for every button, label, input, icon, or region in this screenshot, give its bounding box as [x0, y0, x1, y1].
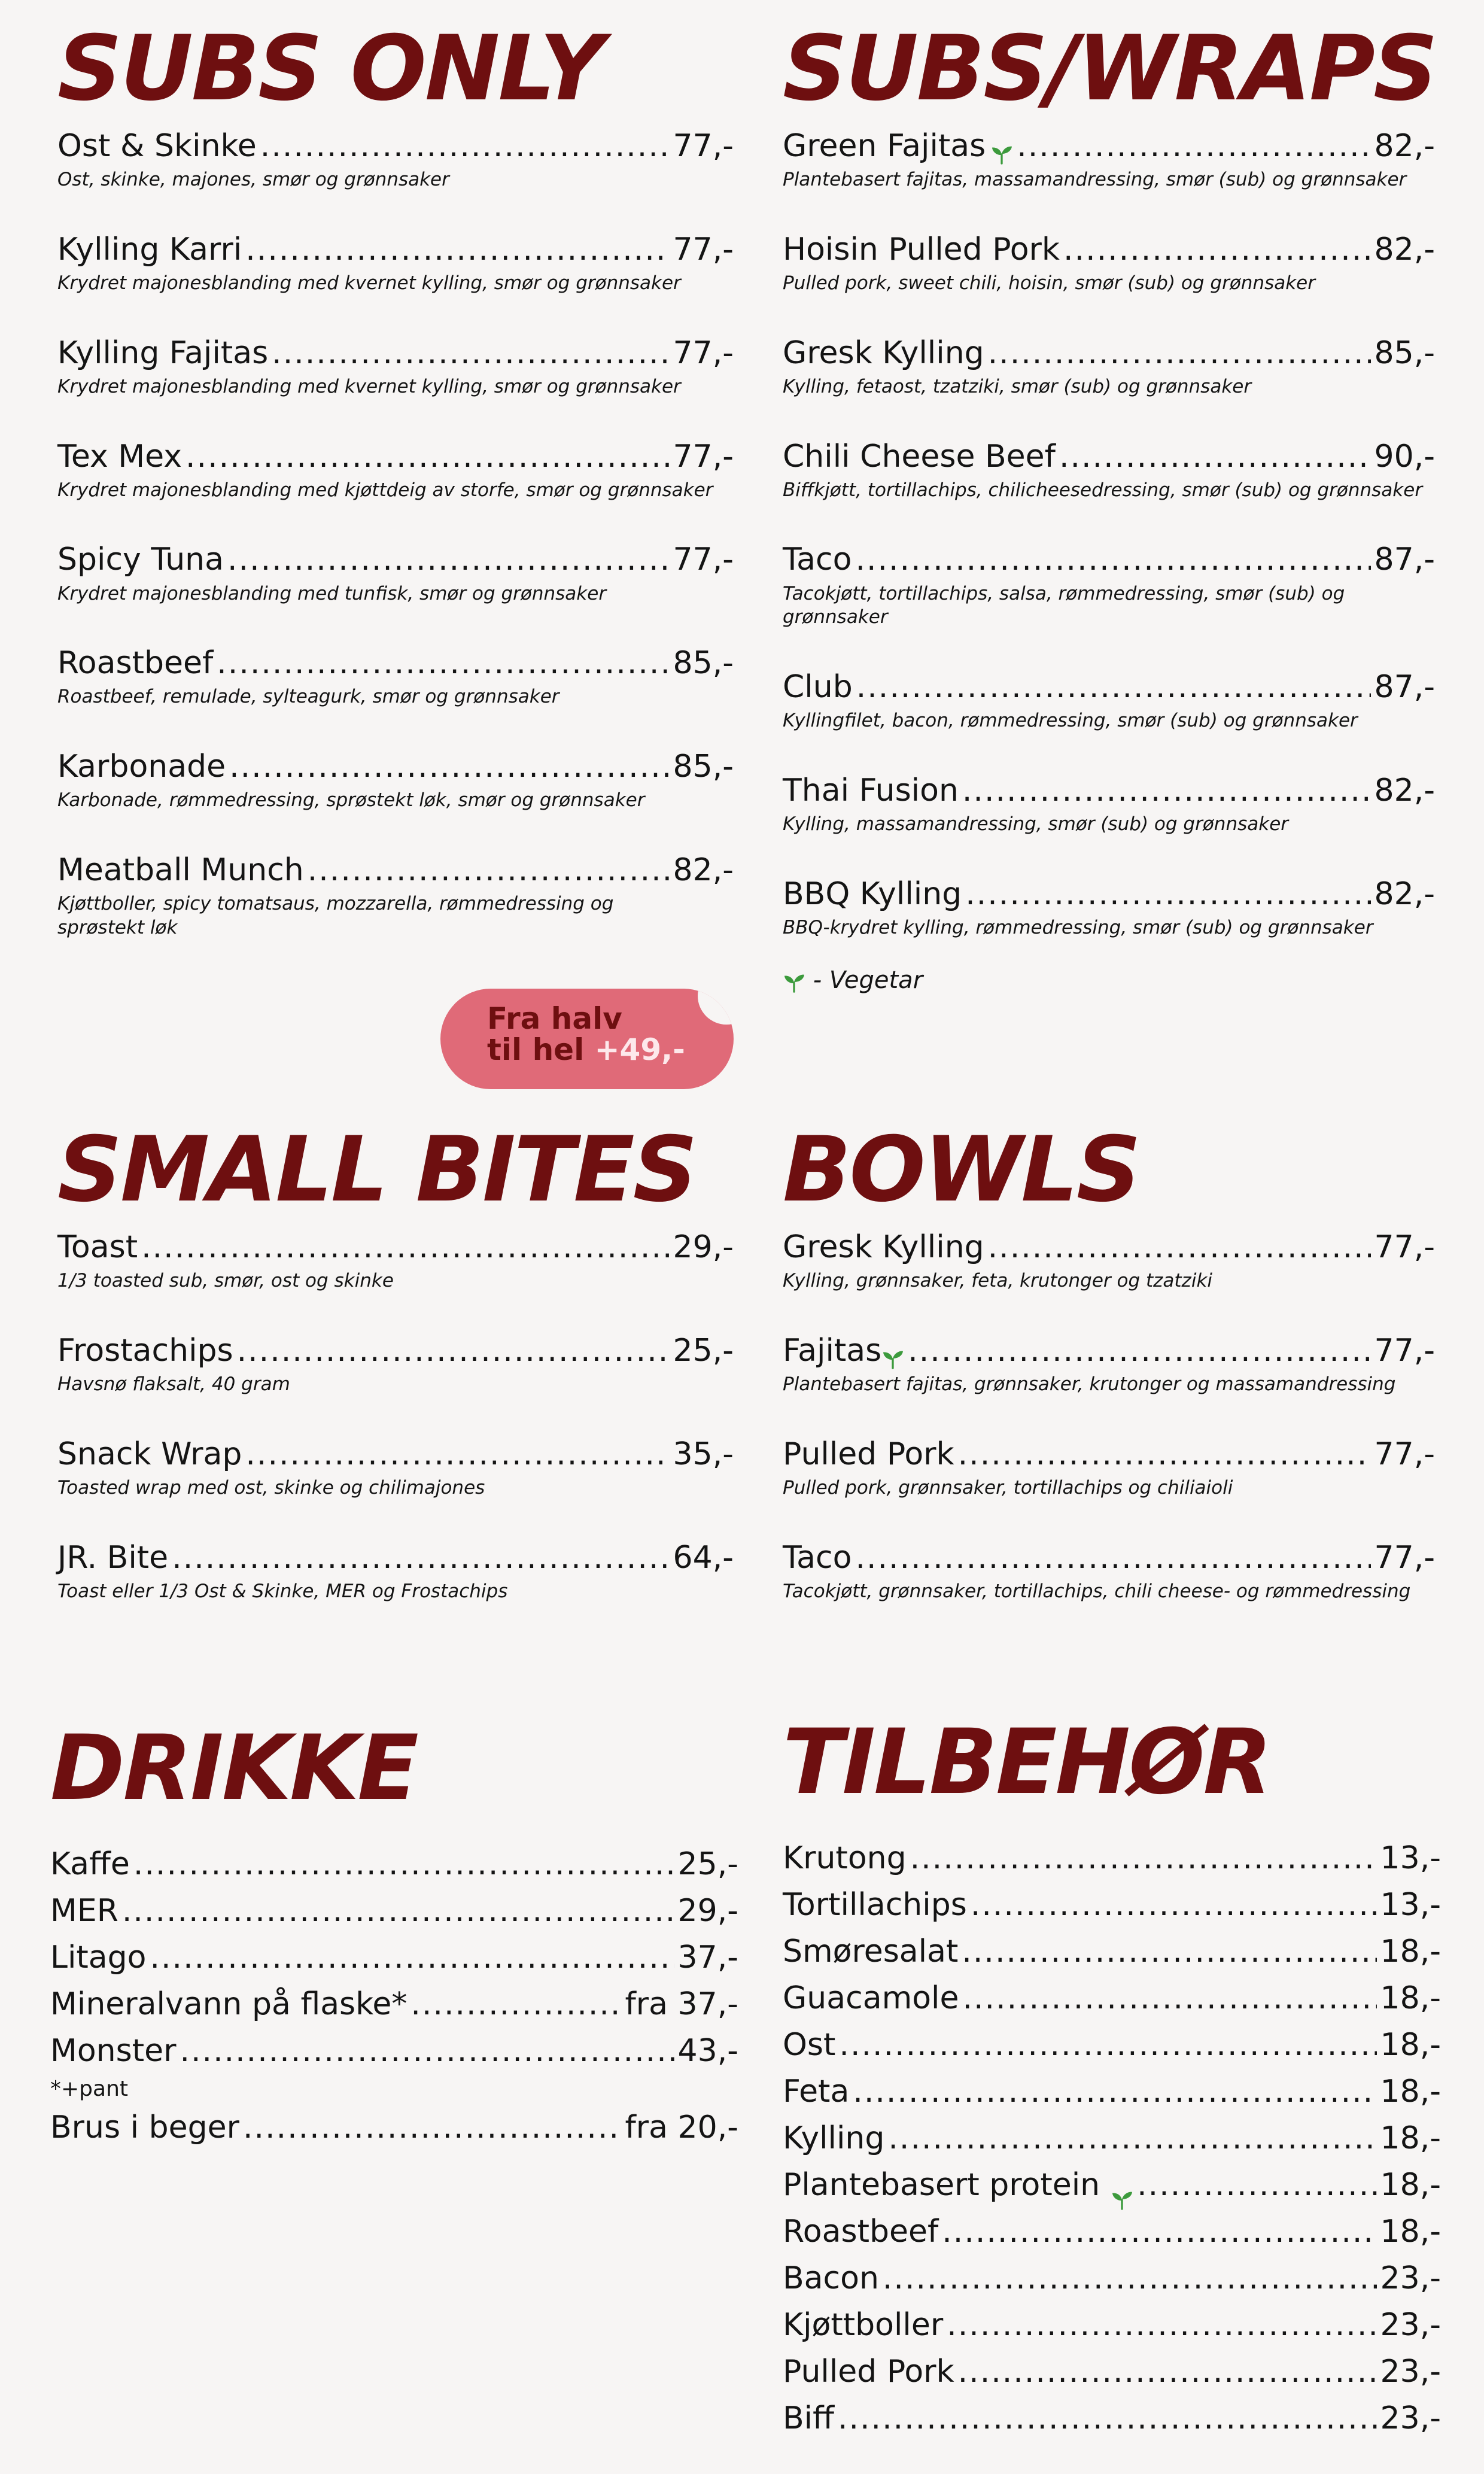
- menu-item[interactable]: [783, 1334, 1435, 1397]
- drink-item[interactable]: [50, 1841, 738, 1888]
- menu-item[interactable]: [57, 543, 734, 606]
- item-description: Kyllingfilet, bacon, rømmedressing, smør (sub) og grønnsaker: [783, 710, 1358, 732]
- item-price: 18,-: [1380, 1980, 1441, 2016]
- item-price: 18,-: [1380, 1934, 1441, 1970]
- item-price: 77,-: [673, 542, 734, 578]
- item-price: 85,-: [1374, 335, 1435, 371]
- sprout-icon: [990, 138, 1013, 158]
- side-item[interactable]: [783, 1835, 1441, 1882]
- item-name: Kylling: [783, 2120, 885, 2156]
- item-name: Chili Cheese Beef: [783, 438, 1056, 475]
- item-name: Bacon: [783, 2260, 879, 2296]
- item-name: Tex Mex: [57, 438, 183, 475]
- menu-item[interactable]: [57, 336, 734, 399]
- item-name: Frostachips: [57, 1332, 233, 1369]
- item-price: 82,-: [1374, 231, 1435, 268]
- item-price: 77,-: [673, 438, 734, 475]
- item-name: Mineralvann på flaske*: [50, 1986, 408, 2022]
- menu-item[interactable]: [57, 646, 734, 709]
- item-name: Smøresalat: [783, 1934, 959, 1970]
- item-name: Toast: [57, 1229, 138, 1265]
- item-name: Gresk Kylling: [783, 1229, 984, 1265]
- item-description: Tacokjøtt, tortillachips, salsa, rømmedressing, smør (sub) og grønnsaker: [783, 582, 1345, 628]
- item-description: Roastbeef, remulade, sylteagurk, smør og grønnsaker: [57, 686, 559, 708]
- sprout-icon: [783, 971, 805, 992]
- item-name: Roastbeef: [783, 2214, 939, 2250]
- item-description: Kjøttboller, spicy tomatsaus, mozzarella, rømmedressing og sprøstekt løk: [57, 893, 614, 938]
- item-price: 87,-: [1374, 668, 1435, 705]
- section-small-bites: [57, 1118, 734, 1603]
- drink-item[interactable]: [50, 2104, 738, 2151]
- badge-line-2: til hel: [487, 1032, 585, 1067]
- item-price: 82,-: [1374, 128, 1435, 164]
- item-price: 18,-: [1380, 2214, 1441, 2250]
- item-description: Toast eller 1/3 Ost & Skinke, MER og Frostachips: [57, 1580, 508, 1602]
- item-price: 77,-: [1374, 1436, 1435, 1472]
- menu-item[interactable]: [57, 1334, 734, 1397]
- item-description: Toasted wrap med ost, skinke og chilimajones: [57, 1476, 485, 1499]
- item-name: Taco: [783, 1539, 852, 1576]
- item-name: MER: [50, 1893, 118, 1929]
- item-name: Guacamole: [783, 1980, 959, 2016]
- item-price: 23,-: [1380, 2354, 1441, 2390]
- item-price: 77,-: [673, 128, 734, 164]
- menu-item[interactable]: [783, 1541, 1435, 1604]
- item-name: Brus i beger: [50, 2110, 239, 2146]
- item-name: Litago: [50, 1940, 147, 1975]
- badge-price: +49,-: [594, 1032, 685, 1067]
- half-to-whole-badge: [440, 989, 734, 1089]
- side-item[interactable]: [783, 2068, 1441, 2115]
- menu-item[interactable]: [57, 1230, 734, 1293]
- item-price: 82,-: [673, 852, 734, 889]
- item-price: 77,-: [1374, 1539, 1435, 1576]
- item-description: Plantebasert fajitas, grønnsaker, krutonger og massamandressing: [783, 1373, 1396, 1396]
- sprout-icon: [881, 1342, 904, 1363]
- drink-item[interactable]: [50, 1934, 738, 1981]
- item-description: BBQ-krydret kylling, rømmedressing, smør (sub) og grønnsaker: [783, 916, 1373, 938]
- side-item[interactable]: [783, 2255, 1441, 2302]
- section-drikke: [50, 1716, 738, 2151]
- side-item[interactable]: [783, 2395, 1441, 2442]
- item-name: Thai Fusion: [783, 772, 959, 809]
- menu-item[interactable]: [57, 1437, 734, 1500]
- menu-item[interactable]: [783, 1437, 1435, 1500]
- item-name: Krutong: [783, 1840, 907, 1876]
- item-price: 23,-: [1380, 2307, 1441, 2343]
- item-description: 1/3 toasted sub, smør, ost og skinke: [57, 1270, 394, 1292]
- item-name: Feta: [783, 2074, 850, 2110]
- item-description: Krydret majonesblanding med kvernet kylling, smør og grønnsaker: [57, 375, 681, 397]
- item-description: Ost, skinke, majones, smør og grønnsaker: [57, 169, 449, 191]
- menu-item[interactable]: [783, 336, 1435, 399]
- item-name: Spicy Tuna: [57, 542, 224, 578]
- item-price: 18,-: [1380, 2120, 1441, 2156]
- drink-item[interactable]: [50, 1981, 738, 2028]
- item-name: Biff: [783, 2400, 834, 2436]
- item-name: Karbonade: [57, 749, 226, 785]
- item-name: Ost & Skinke: [57, 128, 257, 164]
- side-item[interactable]: [783, 2348, 1441, 2395]
- menu-item[interactable]: [57, 750, 734, 813]
- item-price: 23,-: [1380, 2260, 1441, 2296]
- side-item[interactable]: [783, 2208, 1441, 2255]
- heading-bowls: BOWLS: [783, 1118, 1139, 1222]
- item-name: Pulled Pork: [783, 2354, 954, 2390]
- item-description: Karbonade, rømmedressing, sprøstekt løk, smør og grønnsaker: [57, 789, 645, 812]
- item-name: Tortillachips: [783, 1887, 967, 1923]
- heading-tilbehor: TILBEHØR: [783, 1710, 1271, 1815]
- item-price: 25,-: [677, 1846, 738, 1882]
- item-price: 77,-: [673, 231, 734, 268]
- menu-item[interactable]: [57, 853, 734, 940]
- item-price: fra 37,-: [625, 1986, 738, 2022]
- item-name: Monster: [50, 2033, 177, 2069]
- item-price: 35,-: [673, 1436, 734, 1472]
- item-description: Kylling, fetaost, tzatziki, smør (sub) og grønnsaker: [783, 375, 1252, 397]
- item-price: 37,-: [677, 1940, 738, 1975]
- item-description: Pulled pork, sweet chili, hoisin, smør (sub) og grønnsaker: [783, 272, 1315, 294]
- item-name: Green Fajitas: [783, 128, 986, 164]
- item-price: 85,-: [673, 645, 734, 682]
- menu-item[interactable]: [783, 774, 1435, 837]
- item-price: 18,-: [1380, 2074, 1441, 2110]
- side-item[interactable]: [783, 2115, 1441, 2162]
- legend-label: - Vegetar: [813, 966, 923, 994]
- item-name: Kaffe: [50, 1846, 130, 1882]
- side-item[interactable]: [783, 1975, 1441, 2022]
- menu-item[interactable]: [783, 440, 1435, 503]
- item-price: 90,-: [1374, 438, 1435, 475]
- menu-item[interactable]: [783, 543, 1435, 630]
- item-name: Kjøttboller: [783, 2307, 944, 2343]
- item-name: Kylling Fajitas: [57, 335, 269, 371]
- item-description: Tacokjøtt, grønnsaker, tortillachips, chili cheese- og rømmedressing: [783, 1580, 1411, 1602]
- item-name: JR. Bite: [57, 1539, 169, 1576]
- item-description: Krydret majonesblanding med kjøttdeig av storfe, smør og grønnsaker: [57, 479, 713, 501]
- item-price: 77,-: [1374, 1229, 1435, 1265]
- item-price: 29,-: [673, 1229, 734, 1265]
- heading-subs-wraps: SUBS/WRAPS: [783, 17, 1436, 121]
- menu-item[interactable]: [57, 233, 734, 296]
- menu-item[interactable]: [57, 440, 734, 503]
- menu-item[interactable]: [783, 233, 1435, 296]
- item-price: 13,-: [1380, 1887, 1441, 1923]
- item-name: Pulled Pork: [783, 1436, 954, 1472]
- item-description: Pulled pork, grønnsaker, tortillachips og chiliaioli: [783, 1476, 1233, 1499]
- drink-item[interactable]: [50, 1888, 738, 1934]
- item-name: Fajitas: [783, 1332, 882, 1369]
- item-name: Kylling Karri: [57, 231, 242, 268]
- item-price: 77,-: [673, 335, 734, 371]
- sprout-icon: [1111, 2177, 1133, 2197]
- item-price: 29,-: [677, 1893, 738, 1929]
- item-name: Taco: [783, 542, 852, 578]
- heading-drikke: DRIKKE: [50, 1716, 417, 1820]
- drink-item[interactable]: [50, 2028, 738, 2074]
- item-description: Kylling, grønnsaker, feta, krutonger og tzatziki: [783, 1270, 1213, 1292]
- menu-item[interactable]: [57, 129, 734, 192]
- section-bowls: [783, 1118, 1435, 1603]
- item-description: Biffkjøtt, tortillachips, chilicheesedressing, smør (sub) og grønnsaker: [783, 479, 1423, 501]
- item-description: Havsnø flaksalt, 40 gram: [57, 1373, 290, 1396]
- heading-small-bites: SMALL BITES: [57, 1118, 696, 1222]
- section-subs-only: [57, 17, 734, 940]
- item-price: 82,-: [1374, 772, 1435, 809]
- menu-item[interactable]: [783, 877, 1435, 940]
- menu-item[interactable]: [783, 1230, 1435, 1293]
- heading-subs-only: SUBS ONLY: [57, 17, 603, 121]
- item-price: 23,-: [1380, 2400, 1441, 2436]
- item-price: 82,-: [1374, 876, 1435, 912]
- vegetar-legend: [783, 966, 1435, 994]
- pant-note: *+pant: [50, 2077, 129, 2101]
- item-name: Meatball Munch: [57, 852, 304, 889]
- side-item[interactable]: [783, 1928, 1441, 1975]
- item-name: Club: [783, 668, 853, 705]
- item-name: Plantebasert protein: [783, 2167, 1100, 2203]
- badge-line-1: Fra halv: [487, 1001, 622, 1036]
- item-description: Krydret majonesblanding med tunfisk, smør og grønnsaker: [57, 582, 607, 604]
- item-name: BBQ Kylling: [783, 876, 962, 912]
- item-description: Kylling, massamandressing, smør (sub) og grønnsaker: [783, 813, 1289, 835]
- menu-item[interactable]: [783, 129, 1435, 192]
- item-price: 64,-: [673, 1539, 734, 1576]
- item-price: 13,-: [1380, 1840, 1441, 1876]
- item-price: fra 20,-: [625, 2110, 738, 2146]
- side-item[interactable]: [783, 2302, 1441, 2348]
- item-price: 25,-: [673, 1332, 734, 1369]
- menu-item[interactable]: [57, 1541, 734, 1604]
- item-price: 87,-: [1374, 542, 1435, 578]
- item-name: Hoisin Pulled Pork: [783, 231, 1060, 268]
- item-name: Snack Wrap: [57, 1436, 242, 1472]
- menu-item[interactable]: [783, 670, 1435, 733]
- item-name: Gresk Kylling: [783, 335, 984, 371]
- item-price: 77,-: [1374, 1332, 1435, 1369]
- item-price: 18,-: [1380, 2027, 1441, 2063]
- section-tilbehor: [783, 1710, 1441, 2442]
- item-price: 43,-: [677, 2033, 738, 2069]
- side-item[interactable]: [783, 2022, 1441, 2068]
- item-description: Krydret majonesblanding med kvernet kylling, smør og grønnsaker: [57, 272, 681, 294]
- side-item[interactable]: [783, 2162, 1441, 2208]
- side-item[interactable]: [783, 1882, 1441, 1928]
- item-name: Ost: [783, 2027, 836, 2063]
- section-subs-wraps: [783, 17, 1436, 994]
- item-name: Roastbeef: [57, 645, 214, 682]
- item-description: Plantebasert fajitas, massamandressing, smør (sub) og grønnsaker: [783, 169, 1407, 191]
- item-price: 18,-: [1380, 2167, 1441, 2203]
- item-price: 85,-: [673, 749, 734, 785]
